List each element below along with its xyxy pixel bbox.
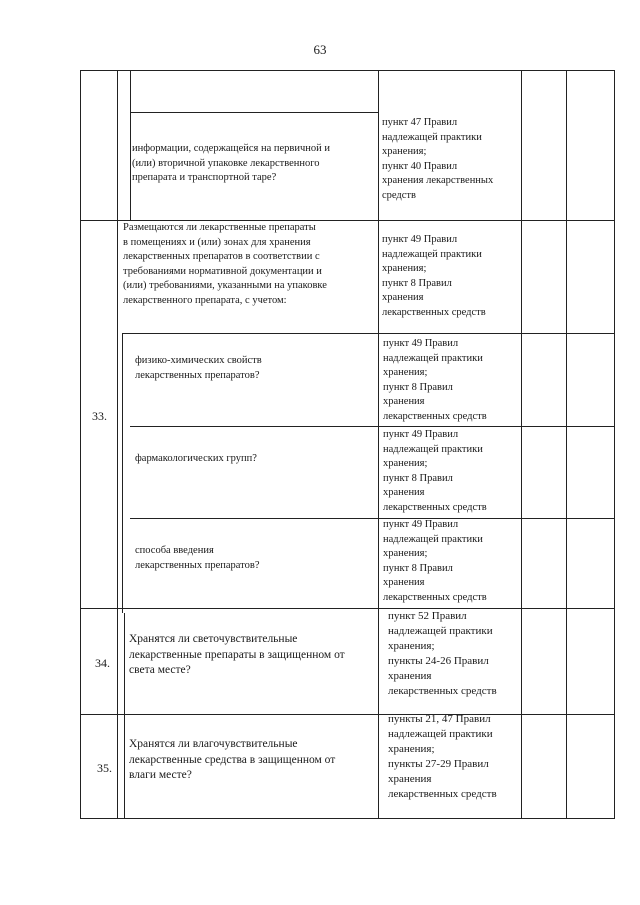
row-number: 33. bbox=[92, 409, 107, 423]
reference-text: пункт 47 Правил надлежащей практики хранения; пункт 40 Правил хранения лекарственных средств bbox=[382, 117, 494, 201]
subitem-question-text: физико-химических свойств лекарственных препаратов? bbox=[135, 355, 262, 381]
reference-column-divider bbox=[521, 70, 522, 818]
subitem-reference-text: пункт 49 Правил надлежащей практики хранения; пункт 8 Правил хранения лекарственных средств bbox=[383, 338, 487, 422]
subitem-indent-line bbox=[130, 70, 131, 220]
reference-text: пункт 49 Правил надлежащей практики хранения; пункт 8 Правил хранения лекарственных средств bbox=[382, 234, 486, 318]
reference-text: пункт 52 Правил надлежащей практики хранения; пункты 24-26 Правил хранения лекарственных средств bbox=[388, 610, 497, 697]
row-divider bbox=[122, 333, 615, 334]
row-divider bbox=[130, 112, 378, 113]
table-border-right bbox=[614, 70, 615, 818]
row-divider bbox=[80, 608, 615, 609]
row-divider bbox=[130, 426, 615, 427]
subitem-reference-text: пункт 49 Правил надлежащей практики хранения; пункт 8 Правил хранения лекарственных средств bbox=[383, 429, 487, 513]
subitem-question-text: способа введения лекарственных препаратов? bbox=[135, 545, 260, 571]
page-number: 63 bbox=[313, 42, 327, 57]
subitem-indent-line bbox=[124, 613, 125, 818]
table-border-bottom bbox=[80, 818, 615, 819]
subitem-question-text: фармакологических групп? bbox=[135, 453, 257, 464]
number-column-divider bbox=[117, 70, 118, 220]
subitem-indent-line bbox=[122, 333, 123, 613]
question-text: Хранятся ли светочувствительные лекарственные препараты в защищенном от света месте? bbox=[129, 633, 345, 676]
table-border-top bbox=[80, 70, 615, 71]
question-reference-divider bbox=[378, 70, 379, 818]
number-column-divider bbox=[117, 220, 118, 818]
row-number: 35. bbox=[97, 761, 112, 775]
subitem-reference-text: пункт 49 Правил надлежащей практики хранения; пункт 8 Правил хранения лекарственных средств bbox=[383, 519, 487, 603]
check-column-divider bbox=[566, 70, 567, 818]
row-divider bbox=[80, 714, 615, 715]
row-divider bbox=[130, 518, 615, 519]
question-text: информации, содержащейся на первичной и (или) вторичной упаковке лекарственного препарата и транспортной таре? bbox=[132, 143, 331, 183]
row-number: 34. bbox=[95, 656, 110, 670]
question-text: Хранятся ли влагочувствительные лекарственные средства в защищенном от влаги месте? bbox=[129, 738, 336, 781]
table-border-left bbox=[80, 70, 81, 818]
reference-text: пункты 21, 47 Правил надлежащей практики хранения; пункты 27-29 Правил хранения лекарственных средств bbox=[388, 713, 497, 800]
question-text: Размещаются ли лекарственные препараты в помещениях и (или) зонах для хранения лекарственных препаратов в соответствии с требованиями нормативной документации и (или) требованиями, указанными на упаковке лекарственного препарата, с учетом: bbox=[123, 222, 327, 306]
